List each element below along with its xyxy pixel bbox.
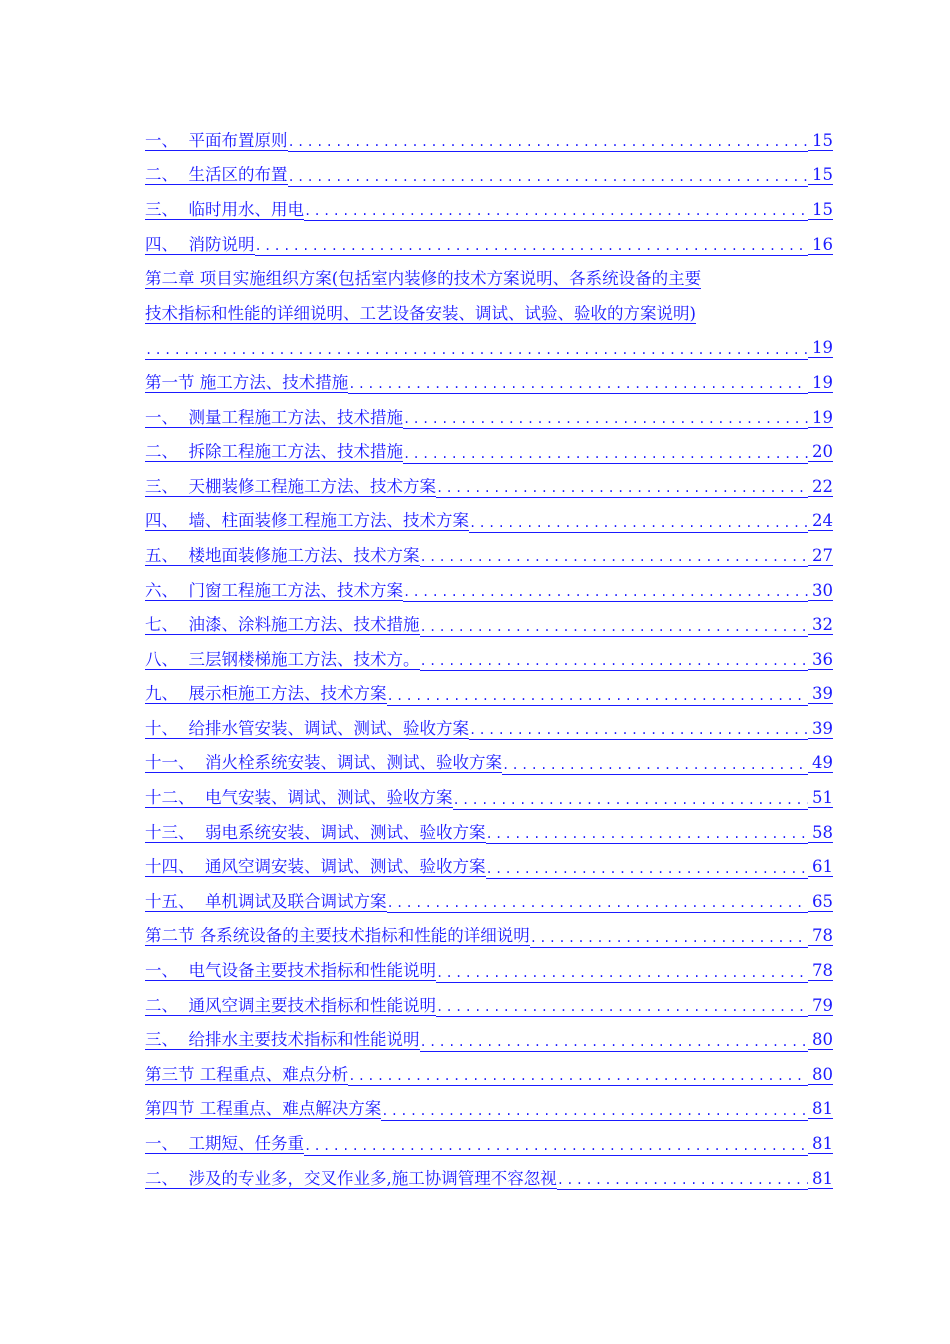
toc-entry-title: 第三节 工程重点、难点分析 (145, 1064, 349, 1084)
toc-leader-dots (469, 511, 808, 533)
toc-leader-dots (348, 372, 808, 394)
toc-leader-dots (420, 1030, 809, 1052)
toc-entry-page: 22 (808, 478, 833, 497)
toc-entry-page: 32 (808, 616, 833, 635)
toc-entry-page: 61 (808, 858, 833, 877)
toc-entry-title: 一、 测量工程施工方法、技术措施 (145, 407, 403, 427)
toc-leader-dots (381, 1099, 808, 1121)
toc-entry-page: 19 (808, 374, 833, 393)
toc-entry-title: 二、 拆除工程施工方法、技术措施 (145, 442, 403, 462)
toc-entry-page: 39 (808, 685, 833, 704)
toc-entry-page: 15 (808, 201, 833, 220)
toc-entry-page: 78 (808, 927, 833, 946)
toc-entry-hvac-specs[interactable] (145, 989, 833, 1024)
toc-entry-title: 十三、 弱电系统安装、调试、测试、验收方案 (145, 822, 486, 842)
toc-entry-electrical-specs[interactable] (145, 954, 833, 989)
toc-entry-hvac[interactable] (145, 850, 833, 885)
toc-entry-title: 九、 展示柜施工方法、技术方案 (145, 684, 387, 704)
toc-leader-dots (387, 684, 809, 706)
toc-leader-dots (255, 234, 809, 256)
toc-entry-title: 六、 门窗工程施工方法、技术方案 (145, 580, 403, 600)
toc-entry-title: 第一节 施工方法、技术措施 (145, 372, 349, 392)
toc-entry-paint-coating[interactable] (145, 608, 833, 643)
toc-leader-dots (502, 753, 808, 775)
toc-leader-dots (420, 545, 809, 567)
toc-entry-page: 81 (808, 1135, 833, 1154)
toc-entry-page: 51 (808, 789, 833, 808)
toc-entry-surveying[interactable] (145, 401, 833, 436)
toc-chapter-line-1 (145, 262, 833, 297)
toc-entry-layout-principles[interactable] (145, 124, 833, 159)
toc-entry-title: 十五、 单机调试及联合调试方案 (145, 891, 387, 911)
toc-leader-dots (436, 961, 808, 983)
toc-entry-page: 49 (808, 754, 833, 773)
toc-leader-dots (304, 1134, 808, 1156)
toc-entry-fire-hydrant[interactable] (145, 747, 833, 782)
toc-entry-steel-stairs[interactable] (145, 643, 833, 678)
toc-entry-title: 第二章 项目实施组织方案(包括室内装修的技术方案说明、各系统设备的主要 (145, 269, 702, 289)
toc-entry-title: 一、 电气设备主要技术指标和性能说明 (145, 961, 436, 981)
toc-entry-display-cabinet[interactable] (145, 678, 833, 713)
toc-entry-coordination[interactable] (145, 1162, 833, 1197)
toc-entry-title: 四、 消防说明 (145, 234, 255, 254)
toc-entry-title: 二、 生活区的布置 (145, 165, 288, 185)
toc-entry-title: 十、 给排水管安装、调试、测试、验收方案 (145, 718, 469, 738)
toc-entry-section-three[interactable] (145, 1058, 833, 1093)
toc-entry-page: 58 (808, 824, 833, 843)
toc-entry-page: 65 (808, 893, 833, 912)
toc-entry-plumbing[interactable] (145, 712, 833, 747)
toc-chapter-line-3 (145, 332, 833, 367)
toc-entry-page: 24 (808, 512, 833, 531)
toc-leader-dots (145, 338, 808, 360)
toc-entry-doors-windows[interactable] (145, 574, 833, 609)
toc-leader-dots (387, 891, 809, 913)
toc-leader-dots (420, 615, 809, 637)
toc-leader-dots (403, 442, 808, 464)
toc-leader-dots (288, 130, 809, 152)
toc-entry-page: 20 (808, 443, 833, 462)
toc-entry-plumbing-specs[interactable] (145, 1023, 833, 1058)
toc-entry-title: 七、 油漆、涂料施工方法、技术措施 (145, 615, 420, 635)
toc-leader-dots (453, 788, 809, 810)
toc-entry-title: 十一、 消火栓系统安装、调试、测试、验收方案 (145, 753, 502, 773)
toc-leader-dots (403, 580, 808, 602)
toc-chapter-line-2 (145, 297, 833, 332)
toc-entry-page: 19 (808, 409, 833, 428)
toc-leader-dots (530, 926, 808, 948)
toc-entry-temporary-water-power[interactable] (145, 193, 833, 228)
toc-entry-short-schedule[interactable] (145, 1127, 833, 1162)
toc-entry-section-two[interactable] (145, 920, 833, 955)
toc-entry-page: 81 (808, 1100, 833, 1119)
toc-entry-title: 技术指标和性能的详细说明、工艺设备安装、调试、试验、验收的方案说明) (145, 303, 696, 323)
toc-entry-section-four[interactable] (145, 1093, 833, 1128)
toc-entry-title: 四、 墙、柱面装修工程施工方法、技术方案 (145, 511, 469, 531)
toc-entry-commissioning[interactable] (145, 885, 833, 920)
toc-entry-ceiling[interactable] (145, 470, 833, 505)
toc-entry-fire-protection[interactable] (145, 228, 833, 263)
toc-entry-wall-column[interactable] (145, 505, 833, 540)
toc-entry-page: 80 (808, 1031, 833, 1050)
toc-entry-title: 二、 通风空调主要技术指标和性能说明 (145, 995, 436, 1015)
toc-entry-low-voltage[interactable] (145, 816, 833, 851)
toc-entry-title: 五、 楼地面装修施工方法、技术方案 (145, 545, 420, 565)
toc-entry-chapter-two[interactable] (145, 262, 833, 366)
toc-leader-dots (420, 649, 809, 671)
toc-leader-dots (436, 995, 808, 1017)
toc-entry-page: 19 (808, 339, 833, 358)
toc-entry-page: 81 (808, 1170, 833, 1189)
toc-entry-page: 80 (808, 1066, 833, 1085)
toc-entry-title: 十四、 通风空调安装、调试、测试、验收方案 (145, 857, 486, 877)
toc-leader-dots (304, 199, 808, 221)
toc-leader-dots (403, 407, 808, 429)
toc-entry-page: 15 (808, 166, 833, 185)
toc-entry-floor[interactable] (145, 539, 833, 574)
toc-entry-section-one[interactable] (145, 366, 833, 401)
toc-leader-dots (288, 165, 809, 187)
toc-entry-page: 15 (808, 132, 833, 151)
toc-entry-title: 一、 平面布置原则 (145, 130, 288, 150)
toc-entry-title: 第四节 工程重点、难点解决方案 (145, 1099, 382, 1119)
toc-entry-page: 16 (808, 236, 833, 255)
toc-entry-title: 八、 三层钢楼梯施工方法、技术方。 (145, 649, 420, 669)
toc-entry-title: 三、 给排水主要技术指标和性能说明 (145, 1030, 420, 1050)
toc-entry-page: 39 (808, 720, 833, 739)
toc-leader-dots (348, 1064, 808, 1086)
toc-entry-page: 78 (808, 962, 833, 981)
toc-leader-dots (557, 1168, 808, 1190)
toc-entry-title: 三、 临时用水、用电 (145, 199, 304, 219)
toc-entry-page: 30 (808, 582, 833, 601)
toc-entry-demolition[interactable] (145, 435, 833, 470)
toc-leader-dots (486, 857, 809, 879)
toc-entry-title: 三、 天棚装修工程施工方法、技术方案 (145, 476, 436, 496)
toc-entry-title: 十二、 电气安装、调试、测试、验收方案 (145, 788, 453, 808)
toc-entry-title: 第二节 各系统设备的主要技术指标和性能的详细说明 (145, 926, 530, 946)
toc-entry-living-area[interactable] (145, 159, 833, 194)
toc-leader-dots (486, 822, 809, 844)
table-of-contents (145, 124, 833, 1196)
toc-entry-page: 27 (808, 547, 833, 566)
toc-entry-title: 一、 工期短、任务重 (145, 1134, 304, 1154)
toc-entry-title: 二、 涉及的专业多，交叉作业多,施工协调管理不容忽视 (145, 1168, 557, 1188)
toc-entry-page: 36 (808, 651, 833, 670)
toc-entry-electrical[interactable] (145, 781, 833, 816)
toc-leader-dots (436, 476, 808, 498)
toc-entry-page: 79 (808, 997, 833, 1016)
toc-leader-dots (469, 718, 808, 740)
